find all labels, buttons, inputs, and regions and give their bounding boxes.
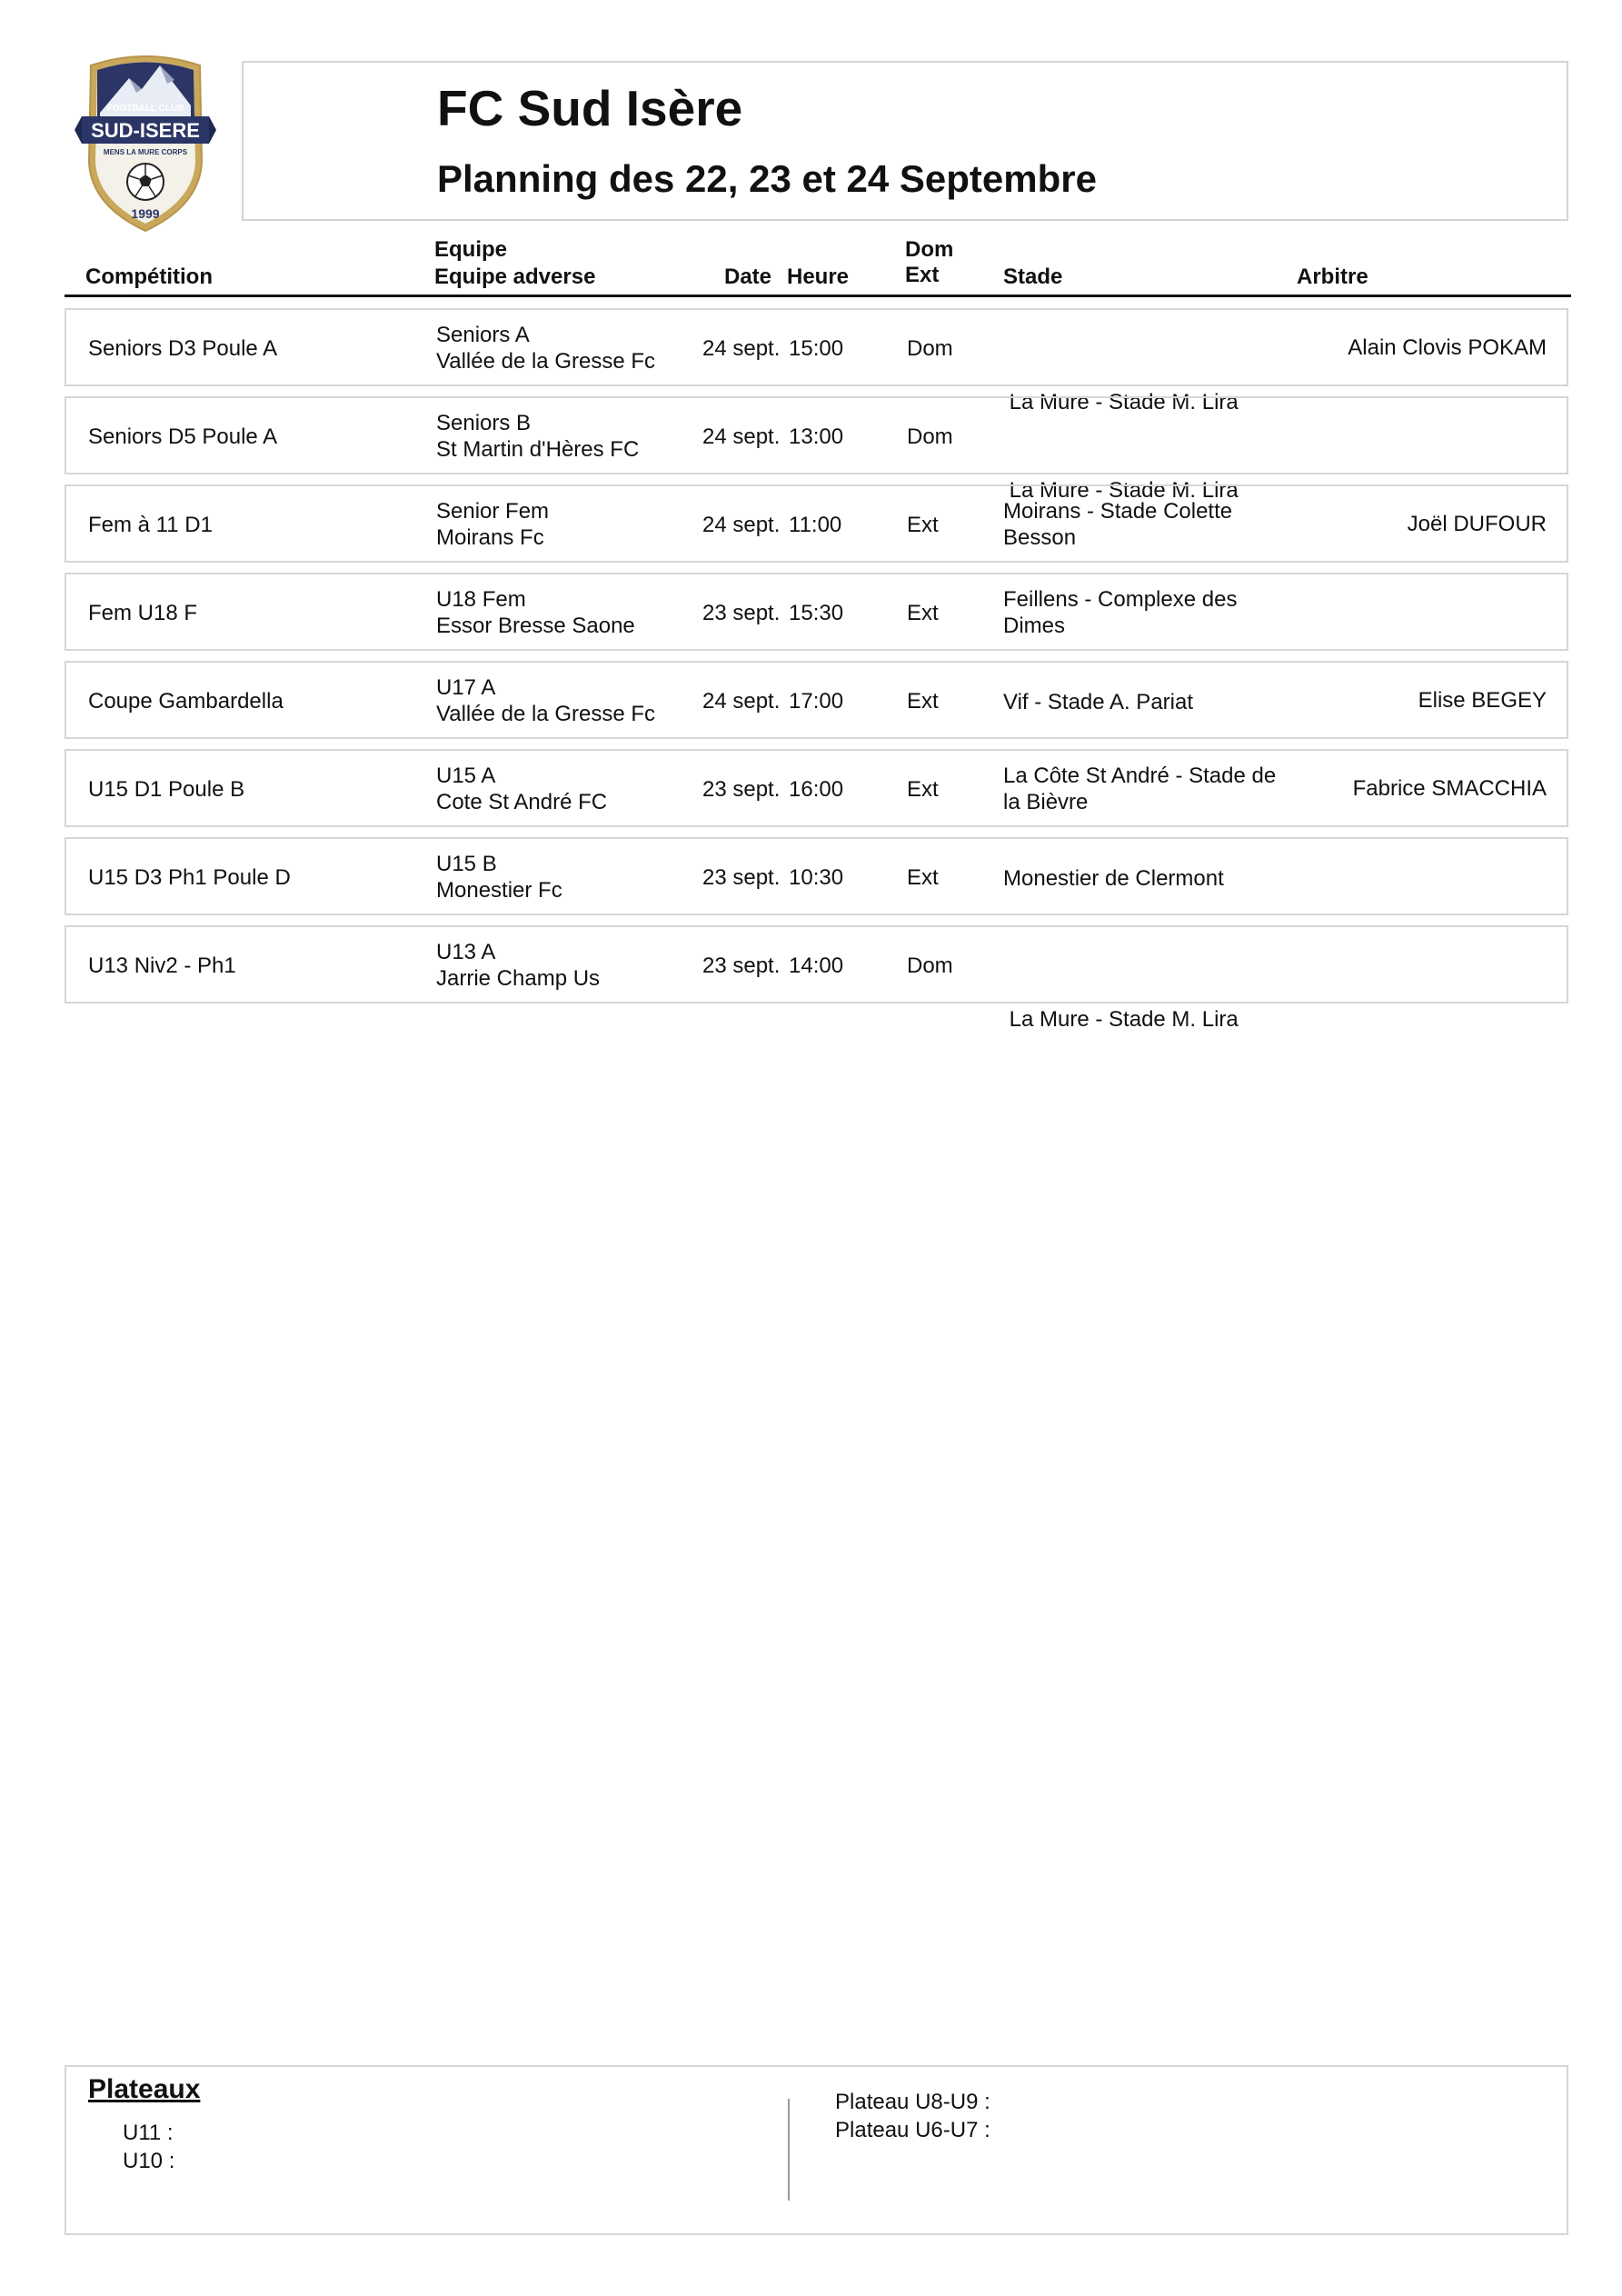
column-header-stade: Stade — [1003, 265, 1063, 289]
logo-year: 1999 — [131, 206, 160, 221]
stadium-line-1: Monestier de Clermont — [1003, 866, 1224, 891]
date-cell: 24 sept. — [702, 336, 781, 361]
column-header-date: Date — [724, 265, 772, 289]
home-away-cell: Dom — [907, 336, 953, 361]
team-cell — [436, 410, 639, 463]
match-row — [65, 925, 1568, 1032]
plateau-u11: U11 : — [123, 2121, 174, 2145]
referee-cell: Alain Clovis POKAM — [1348, 335, 1547, 360]
stadium-cell — [1003, 689, 1193, 715]
opponent-name: Cote St André FC — [436, 790, 608, 814]
competition-cell: Fem à 11 D1 — [88, 513, 213, 537]
match-row — [65, 573, 1568, 651]
date-cell: 23 sept. — [702, 953, 781, 978]
match-row — [65, 837, 1568, 915]
plateaux-box — [65, 2065, 1568, 2235]
date-cell: 24 sept. — [702, 513, 781, 537]
competition-cell: U15 D1 Poule B — [88, 777, 245, 802]
stadium-cell — [1003, 865, 1224, 892]
stadium-line-1: La Mure - Stade M. Lira — [1003, 478, 1239, 503]
match-row — [65, 484, 1568, 563]
time-cell: 11:00 — [789, 513, 842, 537]
time-cell: 15:00 — [789, 336, 844, 361]
opponent-name: Monestier Fc — [436, 878, 562, 903]
opponent-name: Moirans Fc — [436, 525, 544, 550]
title-box — [242, 61, 1568, 221]
team-cell — [436, 498, 549, 551]
stadium-line-1: La Mure - Stade M. Lira — [1003, 1007, 1239, 1032]
stadium-line-1: La Côte St André - Stade de — [1003, 764, 1277, 788]
date-cell: 24 sept. — [702, 424, 781, 449]
plateaux-title: Plateaux — [88, 2074, 201, 2104]
stadium-cell — [1003, 498, 1232, 551]
competition-cell: Coupe Gambardella — [88, 689, 284, 714]
column-header-competition: Compétition — [85, 265, 213, 289]
home-away-cell: Dom — [907, 424, 953, 449]
header-divider — [65, 294, 1571, 297]
team-name: U15 A — [436, 764, 496, 788]
team-name: U17 A — [436, 675, 496, 700]
time-cell: 16:00 — [789, 777, 844, 802]
home-away-cell: Ext — [907, 777, 939, 802]
team-name: U18 Fem — [436, 587, 526, 612]
opponent-name: Jarrie Champ Us — [436, 966, 601, 991]
referee-cell: Joël DUFOUR — [1407, 512, 1547, 536]
date-cell: 23 sept. — [702, 601, 781, 625]
team-cell — [436, 586, 635, 639]
plateau-u8-u9: Plateau U8-U9 : — [835, 2090, 990, 2114]
opponent-name: St Martin d'Hères FC — [436, 437, 640, 462]
logo-top-text: FOOTBALL CLUB — [106, 104, 184, 114]
team-name: Senior Fem — [436, 499, 550, 524]
match-row — [65, 308, 1568, 414]
home-away-cell: Ext — [907, 689, 939, 714]
match-row — [65, 661, 1568, 739]
referee-cell: Elise BEGEY — [1418, 688, 1547, 713]
date-cell: 23 sept. — [702, 777, 781, 802]
time-cell: 13:00 — [789, 424, 844, 449]
column-header-equipe-adverse: Equipe adverse — [434, 265, 596, 289]
planning-title: Planning des 22, 23 et 24 Septembre — [437, 157, 1097, 200]
competition-cell: Fem U18 F — [88, 601, 198, 625]
club-logo — [73, 53, 218, 235]
team-cell — [436, 763, 607, 815]
stadium-line-2: Dimes — [1003, 614, 1066, 638]
team-name: Seniors A — [436, 323, 530, 347]
plateau-u10: U10 : — [123, 2149, 175, 2173]
stadium-cell — [1003, 763, 1276, 815]
team-name: Seniors B — [436, 411, 532, 435]
home-away-cell: Ext — [907, 601, 939, 625]
logo-banner-text: SUD-ISERE — [91, 119, 200, 142]
team-name: U15 B — [436, 852, 497, 876]
column-header-equipe: Equipe — [434, 237, 508, 262]
stadium-line-1: Moirans - Stade Colette — [1003, 499, 1233, 524]
referee-cell: Fabrice SMACCHIA — [1352, 776, 1547, 801]
home-away-cell: Ext — [907, 865, 939, 890]
home-away-cell: Ext — [907, 513, 939, 537]
stadium-cell — [1003, 586, 1237, 639]
column-header-arbitre: Arbitre — [1297, 265, 1368, 289]
column-header-ext: Ext — [905, 263, 940, 287]
stadium-line-1: Vif - Stade A. Pariat — [1003, 690, 1194, 714]
match-row — [65, 749, 1568, 827]
team-cell — [436, 939, 600, 992]
stadium-line-1: Feillens - Complexe des — [1003, 587, 1238, 612]
team-name: U13 A — [436, 940, 496, 964]
team-cell — [436, 322, 655, 374]
date-cell: 23 sept. — [702, 865, 781, 890]
competition-cell: Seniors D5 Poule A — [88, 424, 278, 449]
time-cell: 15:30 — [789, 601, 844, 625]
date-cell: 24 sept. — [702, 689, 781, 714]
logo-sub-text: MENS LA MURE CORPS — [103, 148, 188, 156]
time-cell: 10:30 — [789, 865, 844, 890]
match-row — [65, 396, 1568, 503]
stadium-line-2: Besson — [1003, 525, 1077, 550]
plateau-u6-u7: Plateau U6-U7 : — [835, 2118, 990, 2142]
plateaux-divider — [788, 2099, 790, 2201]
club-name: FC Sud Isère — [437, 80, 743, 136]
column-header-heure: Heure — [787, 265, 850, 289]
column-header-dom: Dom — [905, 237, 954, 262]
opponent-name: Vallée de la Gresse Fc — [436, 349, 655, 374]
soccer-ball-icon — [127, 164, 164, 200]
time-cell: 14:00 — [789, 953, 844, 978]
competition-cell: U13 Niv2 - Ph1 — [88, 953, 236, 978]
team-cell — [436, 674, 655, 727]
home-away-cell: Dom — [907, 953, 953, 978]
stadium-cell — [1003, 953, 1239, 1138]
opponent-name: Essor Bresse Saone — [436, 614, 635, 638]
team-cell — [436, 851, 562, 903]
stadium-line-2: la Bièvre — [1003, 790, 1089, 814]
opponent-name: Vallée de la Gresse Fc — [436, 702, 655, 726]
competition-cell: U15 D3 Ph1 Poule D — [88, 865, 291, 890]
competition-cell: Seniors D3 Poule A — [88, 336, 278, 361]
time-cell: 17:00 — [789, 689, 844, 714]
stadium-line-1: La Mure - Stade M. Lira — [1003, 390, 1239, 414]
